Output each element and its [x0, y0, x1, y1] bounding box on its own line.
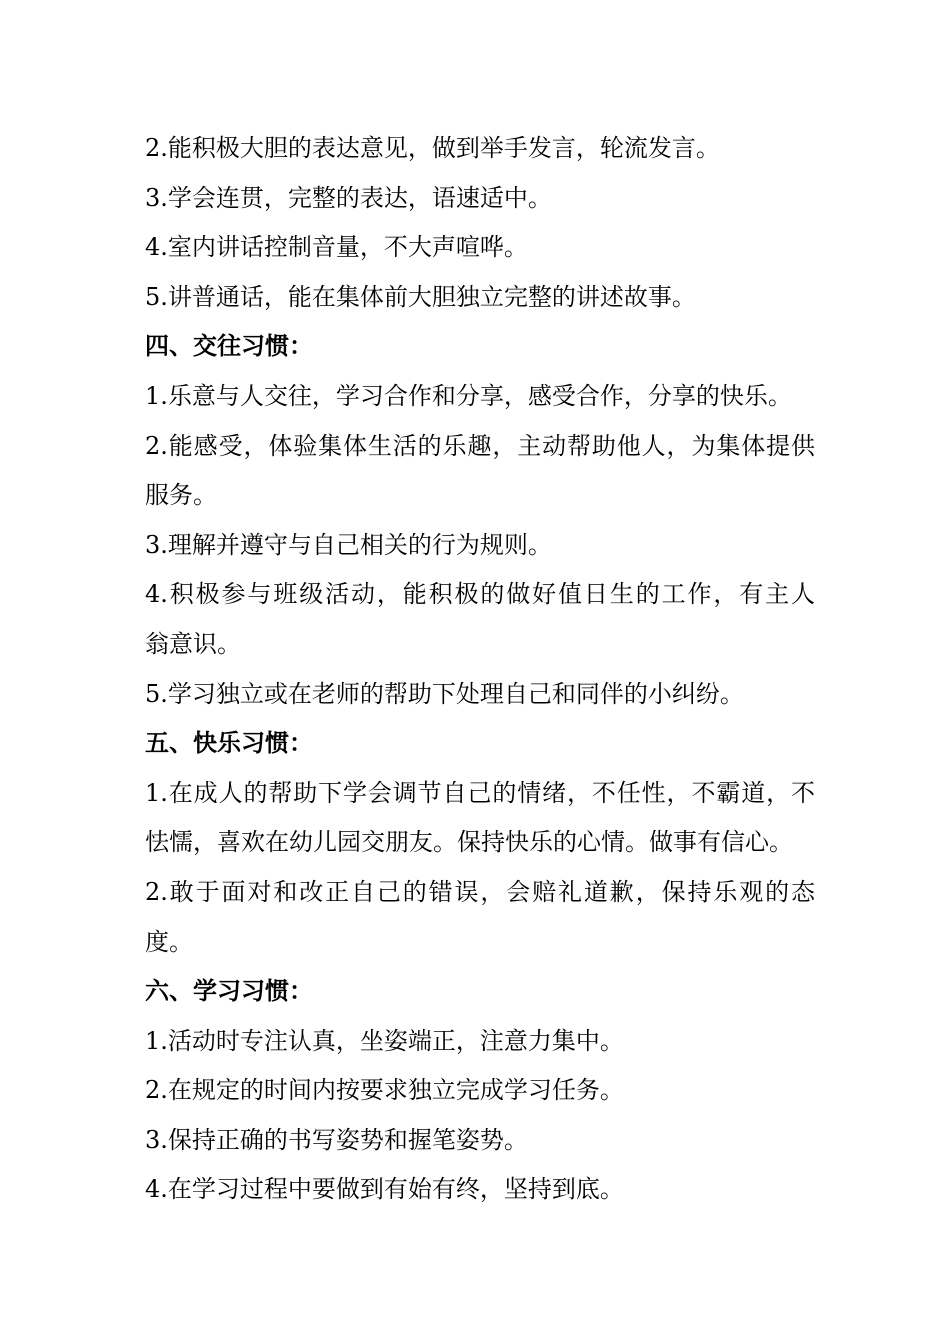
list-item: 1.在成人的帮助下学会调节自己的情绪，不任性，不霸道，不	[145, 778, 815, 807]
list-item: 3.学会连贯，完整的表达，语速适中。	[145, 183, 552, 212]
list-item: 1.乐意与人交往，学习合作和分享，感受合作，分享的快乐。	[145, 381, 792, 410]
list-item: 4.在学习过程中要做到有始有终，坚持到底。	[145, 1175, 624, 1204]
section-heading-study-habits: 六、学习习惯：	[145, 977, 313, 1006]
section-heading-social-habits: 四、交往习惯：	[145, 332, 313, 361]
list-item: 5.讲普通话，能在集体前大胆独立完整的讲述故事。	[145, 282, 696, 311]
list-item: 2.敢于面对和改正自己的错误，会赔礼道歉，保持乐观的态	[145, 877, 815, 906]
list-item-continuation: 度。	[145, 927, 193, 956]
list-item: 1.活动时专注认真，坐姿端正，注意力集中。	[145, 1026, 624, 1055]
list-item: 2.能感受，体验集体生活的乐趣，主动帮助他人，为集体提供	[145, 431, 815, 460]
list-item: 3.理解并遵守与自己相关的行为规则。	[145, 530, 552, 559]
list-item: 3.保持正确的书写姿势和握笔姿势。	[145, 1125, 528, 1154]
list-item: 4.室内讲话控制音量，不大声喧哗。	[145, 233, 528, 262]
list-item: 2.在规定的时间内按要求独立完成学习任务。	[145, 1076, 624, 1105]
list-item-continuation: 翁意识。	[145, 629, 241, 658]
list-item-continuation: 怯懦，喜欢在幼儿园交朋友。保持快乐的心情。做事有信心。	[145, 828, 793, 857]
document-body	[145, 124, 815, 1215]
list-item: 4.积极参与班级活动，能积极的做好值日生的工作，有主人	[145, 580, 815, 609]
list-item: 5.学习独立或在老师的帮助下处理自己和同伴的小纠纷。	[145, 679, 744, 708]
section-heading-happy-habits: 五、快乐习惯：	[145, 729, 313, 758]
list-item: 2.能积极大胆的表达意见，做到举手发言，轮流发言。	[145, 134, 720, 162]
list-item-continuation: 服务。	[145, 481, 217, 510]
